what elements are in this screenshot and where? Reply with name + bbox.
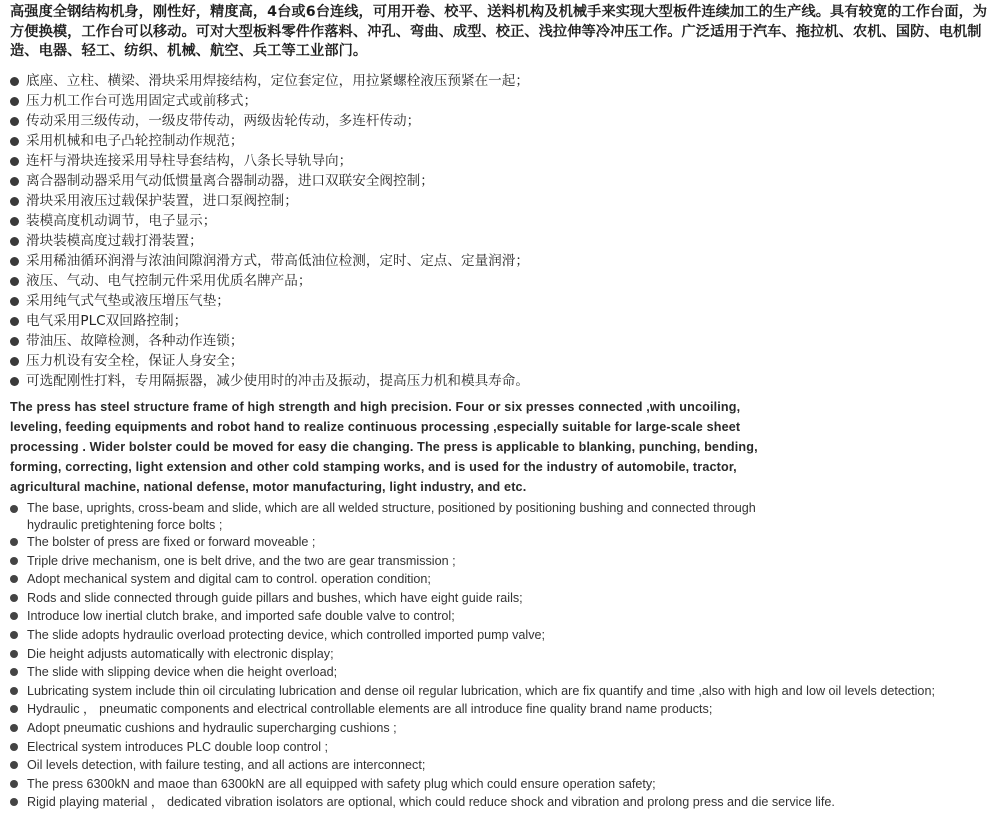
bullet-icon [10, 97, 19, 106]
bullet-icon [10, 743, 18, 751]
bullet-icon [10, 357, 19, 366]
bullet-icon [10, 197, 19, 206]
list-item-text: Rigid playing material ， dedicated vibration isolators are optional, which could reduce shock and vibration and prolong press and die service life. [27, 795, 835, 810]
list-item-text: The press 6300kN and maoe than 6300kN are all equipped with safety plug which could ensure operation safety; [27, 776, 656, 791]
list-item [10, 645, 935, 664]
list-item [10, 663, 935, 682]
english-intro-paragraph: The press has steel structure frame of high strength and high precision. Four or six presses connected ,with uncoiling, leveling, feeding equipments and robot hand to realize continuous processing ,especially suitable for large-scale sheet processing . Wider bolster could be moved for easy die changing. The press is applicable to blanking, punching, bending, forming, correcting, light extension and other cold stamping works, and is used for the industry of automobile, tractor, agricultural machine, national defense, motor manufacturing, light industry, and etc. [10, 400, 758, 494]
list-item [10, 756, 935, 775]
list-item [10, 331, 529, 351]
list-item [10, 251, 529, 271]
list-item [10, 91, 529, 111]
list-item-text: Hydraulic ， pneumatic components and electrical controllable elements are all introduce fine quality brand name products; [27, 702, 713, 717]
bullet-icon [10, 177, 19, 186]
list-item [10, 775, 935, 794]
english-feature-list [10, 500, 935, 812]
list-item-text: Oil levels detection, with failure testing, and all actions are interconnect; [27, 758, 426, 773]
list-item [10, 71, 529, 91]
list-item-text: 压力机工作台可选用固定式或前移式； [26, 93, 258, 109]
list-item [10, 231, 529, 251]
list-item [10, 500, 935, 533]
list-item [10, 291, 529, 311]
list-item-text: 滑块装模高度过载打滑装置； [26, 233, 203, 249]
list-item-text: Adopt mechanical system and digital cam to control. operation condition; [27, 572, 431, 587]
list-item-text: Adopt pneumatic cushions and hydraulic supercharging cushions ; [27, 720, 397, 735]
list-item [10, 311, 529, 331]
list-item [10, 271, 529, 291]
bullet-icon [10, 337, 19, 346]
list-item [10, 738, 935, 757]
bullet-icon [10, 257, 19, 266]
bullet-icon [10, 137, 19, 146]
list-item [10, 700, 935, 719]
list-item-text: 传动采用三级传动，一级皮带传动，两级齿轮传动，多连杆传动； [26, 113, 421, 129]
list-item-text: 液压、气动、电气控制元件采用优质名牌产品； [26, 273, 312, 289]
bullet-icon [10, 157, 19, 166]
bullet-icon [10, 538, 18, 546]
list-item-text: The slide adopts hydraulic overload protecting device, which controlled imported pump valve; [27, 627, 546, 642]
list-item-text: 采用纯气式气垫或液压增压气垫； [26, 293, 230, 309]
list-item [10, 682, 935, 701]
list-item [10, 111, 529, 131]
bullet-icon [10, 687, 18, 695]
list-item-text: The slide with slipping device when die height overload; [27, 665, 338, 680]
bullet-icon [10, 505, 18, 513]
list-item [10, 371, 529, 391]
bullet-icon [10, 217, 19, 226]
list-item-text: 压力机设有安全栓，保证人身安全； [26, 353, 244, 369]
list-item [10, 626, 935, 645]
list-item [10, 607, 935, 626]
list-item [10, 533, 935, 552]
list-item-text: 带油压、故障检测，各种动作连锁； [26, 333, 244, 349]
list-item-text: 可选配刚性打料，专用隔振器，减少使用时的冲击及振动，提高压力机和模具寿命。 [26, 373, 529, 389]
list-item-text: Die height adjusts automatically with electronic display; [27, 646, 334, 661]
chinese-feature-list [10, 71, 529, 391]
bullet-icon [10, 780, 18, 788]
list-item-text: 采用机械和电子凸轮控制动作规范； [26, 133, 244, 149]
bullet-icon [10, 277, 19, 286]
bullet-icon [10, 668, 18, 676]
list-item-text: Electrical system introduces PLC double loop control ; [27, 739, 328, 754]
list-item [10, 211, 529, 231]
bullet-icon [10, 557, 18, 565]
list-item [10, 191, 529, 211]
list-item-text: Introduce low inertial clutch brake, and imported safe double valve to control; [27, 609, 455, 624]
list-item-text: 滑块采用液压过载保护装置，进口泵阀控制； [26, 193, 298, 209]
bullet-icon [10, 594, 18, 602]
list-item-text: Rods and slide connected through guide pillars and bushes, which have eight guide rails; [27, 590, 523, 605]
list-item-text: 电气采用PLC双回路控制； [26, 313, 188, 329]
list-item-text: The bolster of press are fixed or forward moveable ; [27, 535, 316, 549]
list-item [10, 589, 935, 608]
list-item-text: 离合器制动器采用气动低惯量离合器制动器，进口双联安全阀控制； [26, 173, 434, 189]
list-item-text: 装模高度机动调节，电子显示； [26, 213, 217, 229]
list-item [10, 171, 529, 191]
chinese-intro-paragraph: 高强度全钢结构机身，刚性好，精度高，4台或6台连线，可用开卷、校平、送料机构及机械手来实现大型板件连续加工的生产线。具有较宽的工作台面，为方便换模，工作台可以移动。可对大型板料零件作落料、冲孔、弯曲、成型、校正、浅拉伸等冷冲压工作。广泛适用于汽车、拖拉机、农机、国防、电机制造、电器、轻工、纺织、机械、航空、兵工等工业部门。 [10, 4, 988, 59]
bullet-icon [10, 297, 19, 306]
list-item-text: 采用稀油循环润滑与浓油间隙润滑方式，带高低油位检测，定时、定点、定量润滑； [26, 253, 529, 269]
list-item [10, 131, 529, 151]
bullet-icon [10, 77, 19, 86]
bullet-icon [10, 631, 18, 639]
list-item [10, 552, 935, 571]
list-item [10, 151, 529, 171]
bullet-icon [10, 761, 18, 769]
bullet-icon [10, 705, 18, 713]
list-item [10, 570, 935, 589]
bullet-icon [10, 377, 19, 386]
bullet-icon [10, 724, 18, 732]
list-item [10, 351, 529, 371]
list-item-text: 连杆与滑块连接采用导柱导套结构，八条长导轨导向； [26, 153, 353, 169]
list-item-text: 底座、立柱、横梁、滑块采用焊接结构，定位套定位，用拉紧螺栓液压预紧在一起； [26, 73, 529, 89]
list-item-text: Lubricating system include thin oil circulating lubrication and dense oil regular lubrication, which are fix quantify and time ,also with high and low oil levels detection; [27, 683, 935, 698]
bullet-icon [10, 612, 18, 620]
list-item [10, 719, 935, 738]
bullet-icon [10, 317, 19, 326]
bullet-icon [10, 575, 18, 583]
list-item [10, 793, 935, 812]
bullet-icon [10, 117, 19, 126]
list-item-text: The base, uprights, cross-beam and slide, which are all welded structure, positioned by positioning bushing and connected through hydraulic pretightening force bolts ; [27, 501, 756, 532]
bullet-icon [10, 650, 18, 658]
bullet-icon [10, 798, 18, 806]
bullet-icon [10, 237, 19, 246]
list-item-text: Triple drive mechanism, one is belt drive, and the two are gear transmission ; [27, 553, 456, 568]
